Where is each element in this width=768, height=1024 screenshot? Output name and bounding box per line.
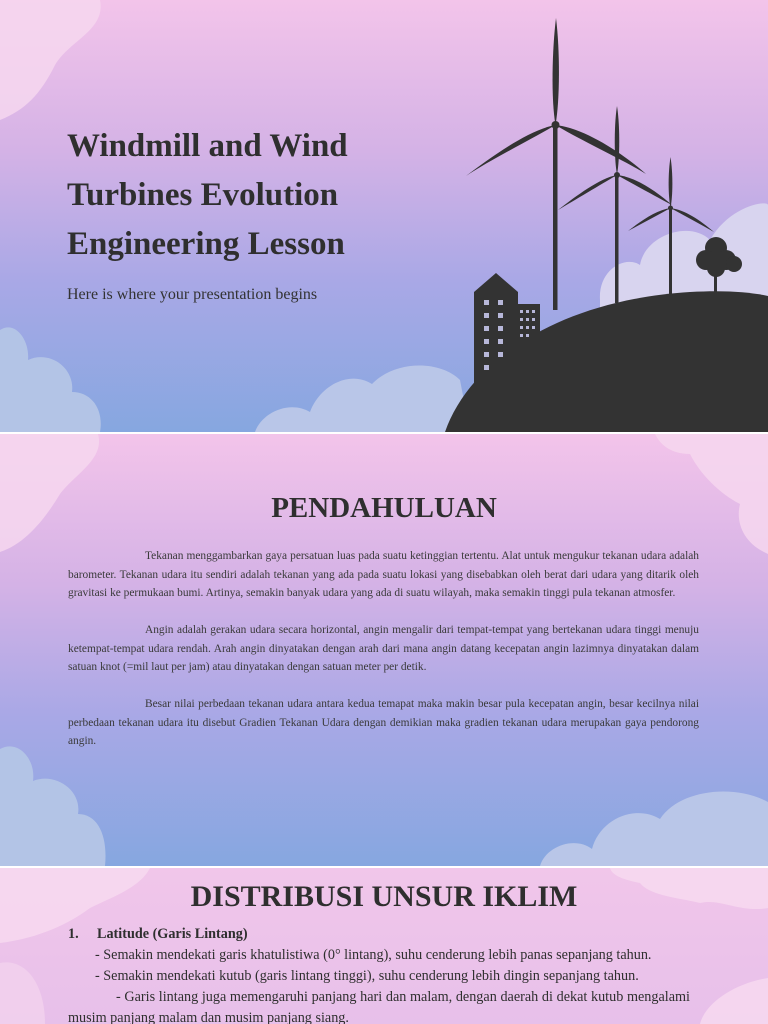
paragraph: Angin adalah gerakan udara secara horizontal, angin mengalir dari tempat-tempat yang bertekanan udara tinggi menuju ketempat-tempat udara rendah. Arah angin dinyatakan dengan arah dari mana angin datang kecepatan angin lazimnya dinyatakan dalam satuan knot (=mil laut per jam) atau dinyatakan dengan satuan meter per detik. [68,624,699,673]
paragraph: Besar nilai perbedaan tekanan udara antara kedua temapat maka makin besar pula kecepatan angin, besar kecilnya nilai perbedaan tekanan udara itu disebut Gradien Tekanan Udara dengan demikian maka gradien tekanan udara merupakan gaya pendorong angin. [68,698,699,747]
paragraph: - Garis lintang juga memengaruhi panjang hari dan malam, dengan daerah di dekat kutub mengalami musim panjang malam dan musim panjang siang. [68,989,690,1024]
slide-climate-distribution [0,868,768,1024]
title-line: Engineering Lesson [67,226,345,262]
cloud-bottom-left [0,327,101,432]
building-tall [474,273,518,384]
slide-body [68,547,699,751]
list-heading-text: Latitude (Garis Lintang) [97,926,248,942]
slide-introduction [0,434,768,866]
slide-title [0,0,768,432]
cloud-bottom-left [0,962,45,1024]
cloud-top-left [0,0,101,120]
title-line: Turbines Evolution [67,177,339,213]
list-number: 1. [68,926,79,942]
slide-body [68,924,690,1024]
slide-heading: DISTRIBUSI UNSUR IKLIM [190,880,578,913]
list-line: - Semakin mendekati kutub (garis lintang tinggi), suhu cenderung lebih dingin sepanjang tahun. [95,968,639,984]
title-line: Windmill and Wind [67,128,348,164]
list-item-heading [68,924,690,945]
paragraph: Tekanan menggambarkan gaya persatuan luas pada suatu ketinggian tertentu. Alat untuk mengukur tekanan udara adalah barometer. Tekanan udara itu sendiri adalah tekanan yang ada pada suatu lokasi yang disebabkan oleh berat dari udara yang ditarik oleh gravitasi ke permukaan bumi. Artinya, semakin banyak udara yang ada di suatu wilayah, maka semakin tinggi pula tekanan atmosfer. [68,550,699,599]
presentation-title [67,122,407,269]
presentation-subtitle: Here is where your presentation begins [67,286,318,303]
list-line: - Semakin mendekati garis khatulistiwa (0° lintang), suhu cenderung lebih panas sepanjang tahun. [95,947,652,963]
cloud-bottom-right [540,792,768,866]
cloud-bottom-middle [255,365,470,432]
cloud-bottom-left [0,746,106,866]
slide-heading: PENDAHULUAN [271,492,497,524]
cloud-bottom-right [700,978,768,1024]
